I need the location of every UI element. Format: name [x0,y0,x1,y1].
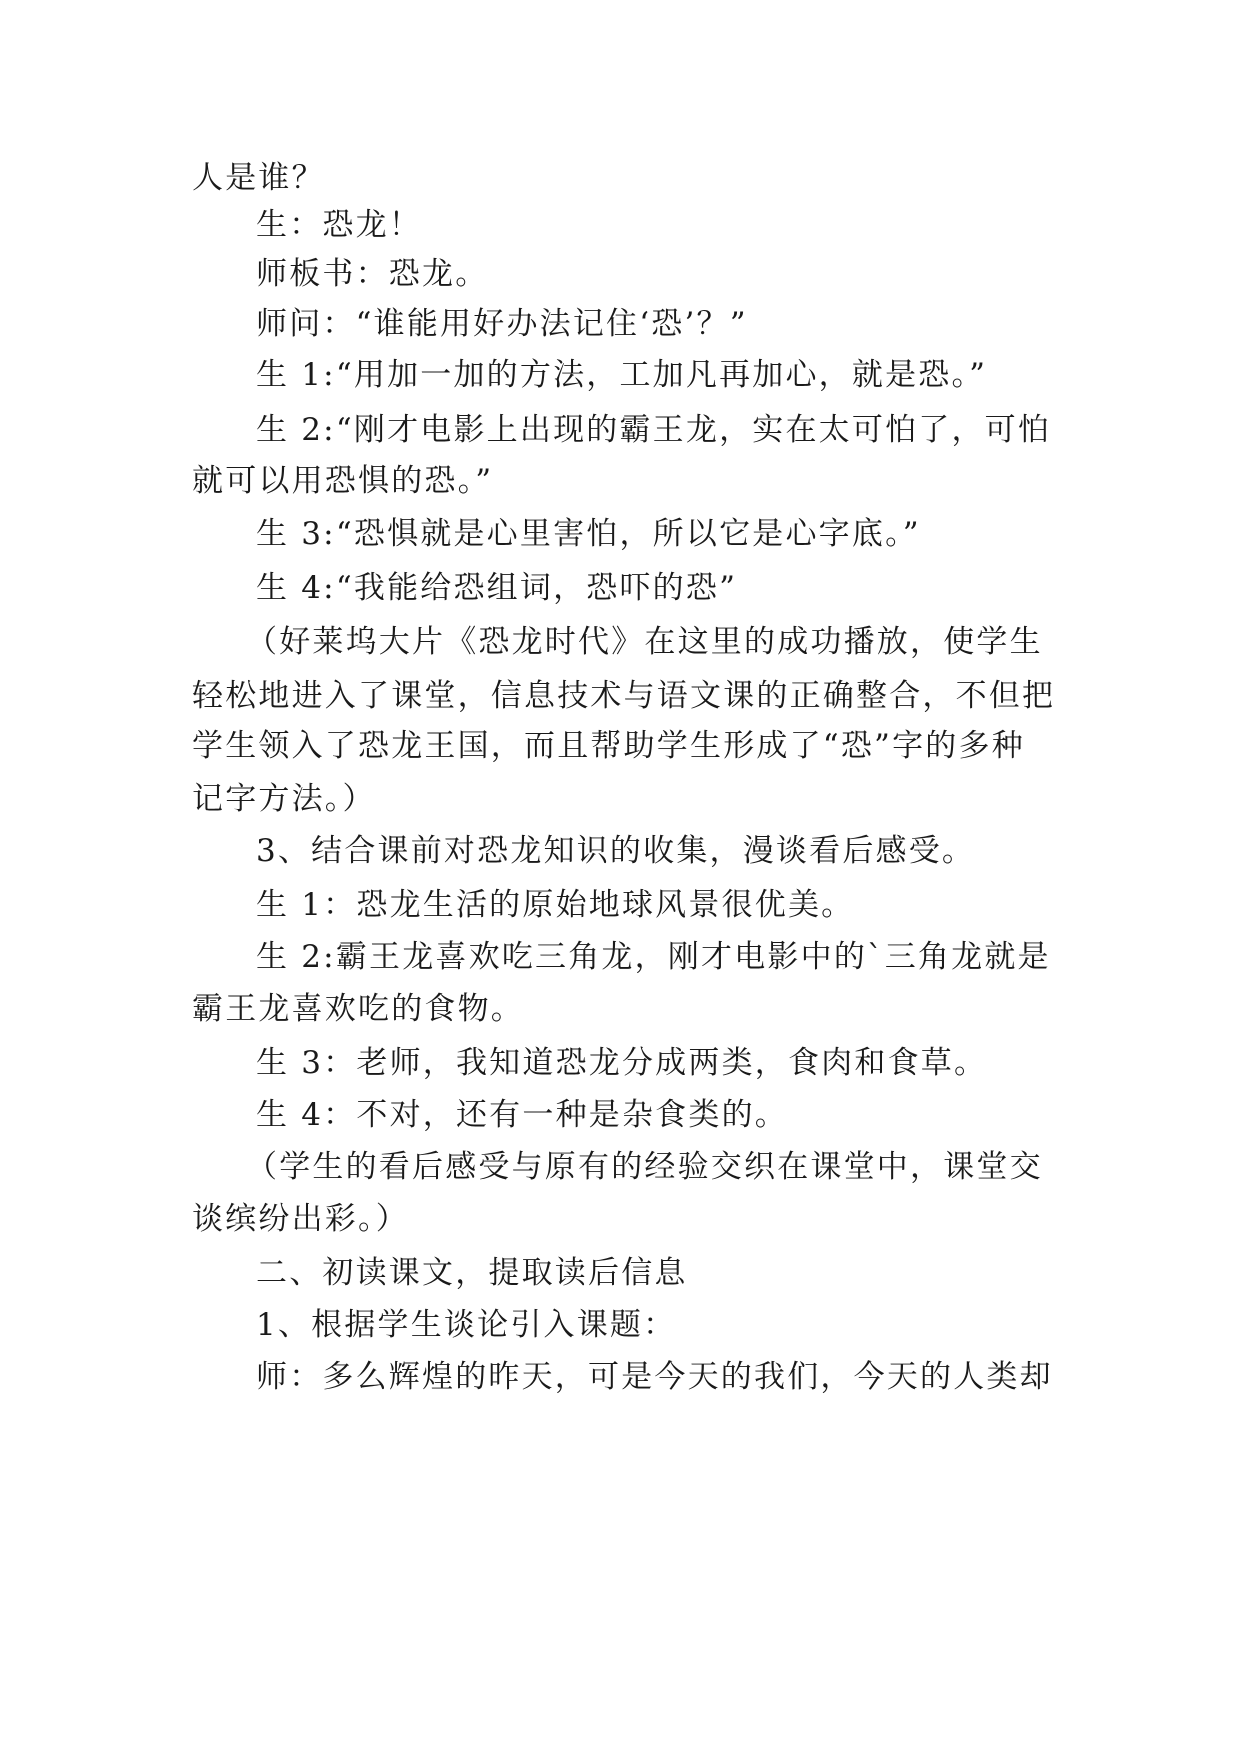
text-line: 生 4:“我能给恐组词，恐吓的恐” [256,570,738,606]
text-line: 师问：“谁能用好办法记住‘恐’？” [256,306,748,342]
text-line: 轻松地进入了课堂，信息技术与语文课的正确整合，不但把 [192,678,1056,714]
text-line: 人是谁？ [192,160,325,196]
text-line: 谈缤纷出彩。） [192,1201,409,1237]
text-line: 师板书：恐龙。 [256,256,489,292]
text-line: （好莱坞大片《恐龙时代》在这里的成功播放，使学生 [246,624,1043,660]
text-line: （学生的看后感受与原有的经验交织在课堂中，课堂交 [246,1149,1043,1185]
text-line: 生：恐龙！ [256,207,422,243]
text-line: 师：多么辉煌的昨天，可是今天的我们，今天的人类却 [256,1359,1053,1395]
text-line: 1、根据学生谈论引入课题： [256,1307,677,1343]
text-line: 生 1:“用加一加的方法，工加凡再加心，就是恐。” [256,357,988,393]
text-line: 学生领入了恐龙王国，而且帮助学生形成了“恐”字的多种 [192,728,1025,764]
text-line: 生 4：不对，还有一种是杂食类的。 [256,1097,788,1133]
text-line: 生 3:“恐惧就是心里害怕，所以它是心字底。” [256,516,921,552]
text-line: 生 2:霸王龙喜欢吃三角龙，刚才电影中的`三角龙就是 [256,939,1051,975]
text-line: 就可以用恐惧的恐。” [192,463,494,499]
text-line: 3、结合课前对恐龙知识的收集，漫谈看后感受。 [256,833,976,869]
text-line: 霸王龙喜欢吃的食物。 [192,991,524,1027]
text-line: 二、初读课文，提取读后信息 [256,1255,688,1291]
text-line: 记字方法。） [192,781,376,817]
text-line: 生 3：老师，我知道恐龙分成两类，食肉和食草。 [256,1045,988,1081]
text-line: 生 2:“刚才电影上出现的霸王龙，实在太可怕了，可怕 [256,412,1052,448]
text-line: 生 1：恐龙生活的原始地球风景很优美。 [256,887,855,923]
